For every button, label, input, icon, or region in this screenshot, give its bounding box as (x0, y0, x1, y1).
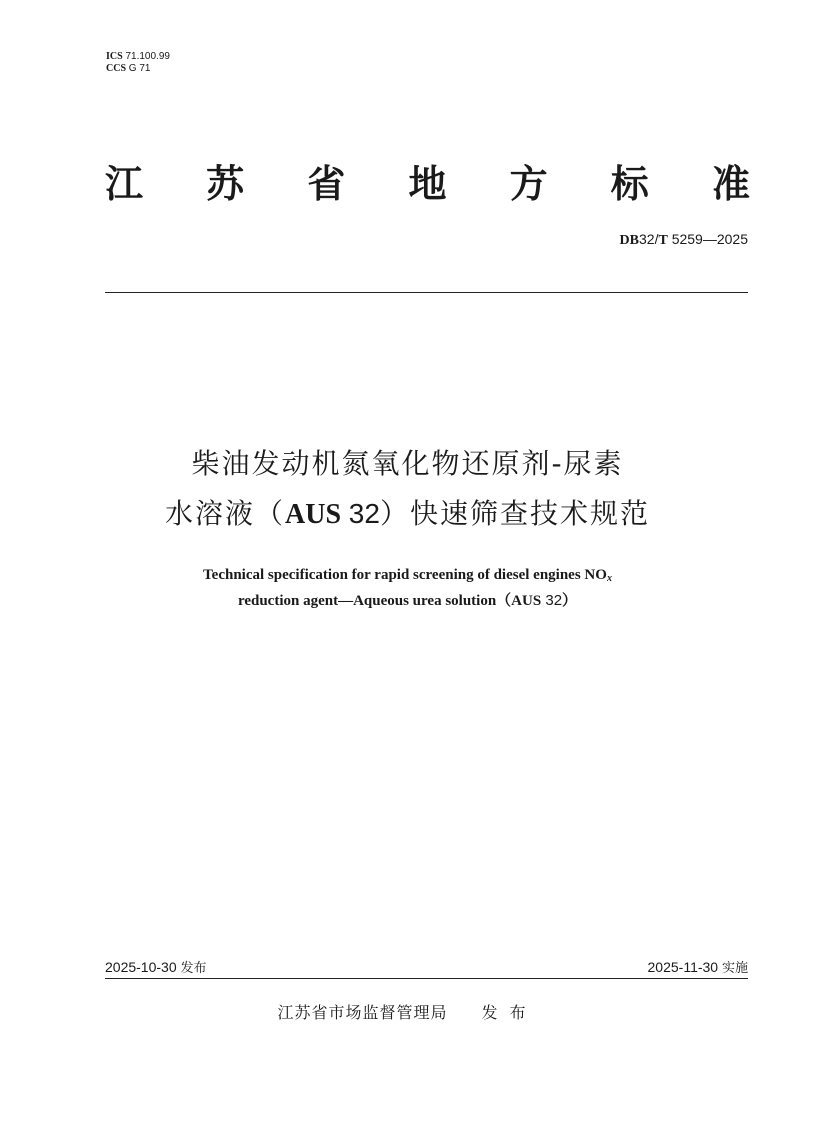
publish-date-label: 发布 (180, 961, 207, 976)
top-divider (105, 292, 748, 293)
standard-number-t: T (658, 233, 668, 248)
cn-title-line-2 (0, 494, 815, 535)
standard-type-char: 苏 (206, 162, 245, 206)
publish-date-value: 2025-10-30 (105, 959, 177, 975)
cn-title-line-1-text: 柴油发动机氮氧化物还原剂-尿素 (191, 447, 624, 480)
en-title-line-2-text: reduction agent—Aqueous urea solution（AUS (237, 593, 542, 609)
en-title-line-2-num: 32 (541, 592, 563, 609)
ics-label: ICS (106, 51, 123, 62)
cn-title-line-2-b: ）快速筛查技术规范 (379, 497, 650, 530)
en-title-line-1-text: Technical specification for rapid screening of diesel engines NO (203, 567, 607, 583)
standard-number-rest: 5259—2025 (667, 231, 748, 247)
en-title-line-2 (0, 590, 815, 612)
standard-type-char: 地 (408, 162, 447, 206)
standard-type-heading (105, 160, 750, 208)
en-title-line-2-end: ） (562, 593, 578, 609)
standard-type-char: 江 (105, 162, 144, 206)
ics-value: 71.100.99 (125, 51, 170, 62)
ccs-code (106, 63, 170, 75)
classification-codes (106, 51, 170, 75)
standard-number-mid: 32/ (639, 231, 659, 247)
en-title-subscript: x (606, 573, 612, 584)
ics-code (106, 51, 170, 63)
issuer (0, 1002, 815, 1024)
standard-type-char: 标 (610, 162, 649, 206)
cn-title-line-2-num: 32 (341, 498, 380, 529)
publish-date (105, 958, 207, 978)
cn-title-line-2-aus: AUS (285, 499, 342, 530)
standard-type-char: 方 (509, 162, 548, 206)
issuer-action: 发布 (481, 1003, 538, 1022)
implement-date-label: 实施 (721, 961, 748, 976)
cn-title-line-2-a: 水溶液（ (165, 497, 286, 530)
standard-number (620, 230, 748, 250)
implement-date (648, 958, 748, 978)
en-title-line-1 (0, 564, 815, 590)
issuer-name: 江苏省市场监督管理局 (277, 1003, 448, 1022)
bottom-divider (105, 978, 748, 979)
ccs-value: G 71 (128, 63, 151, 74)
ccs-label: CCS (106, 63, 127, 74)
cn-title-line-1 (0, 444, 815, 484)
standard-type-char: 准 (711, 162, 750, 206)
standard-number-prefix: DB (619, 233, 639, 248)
standard-type-char: 省 (307, 162, 346, 206)
implement-date-value: 2025-11-30 (647, 959, 719, 975)
